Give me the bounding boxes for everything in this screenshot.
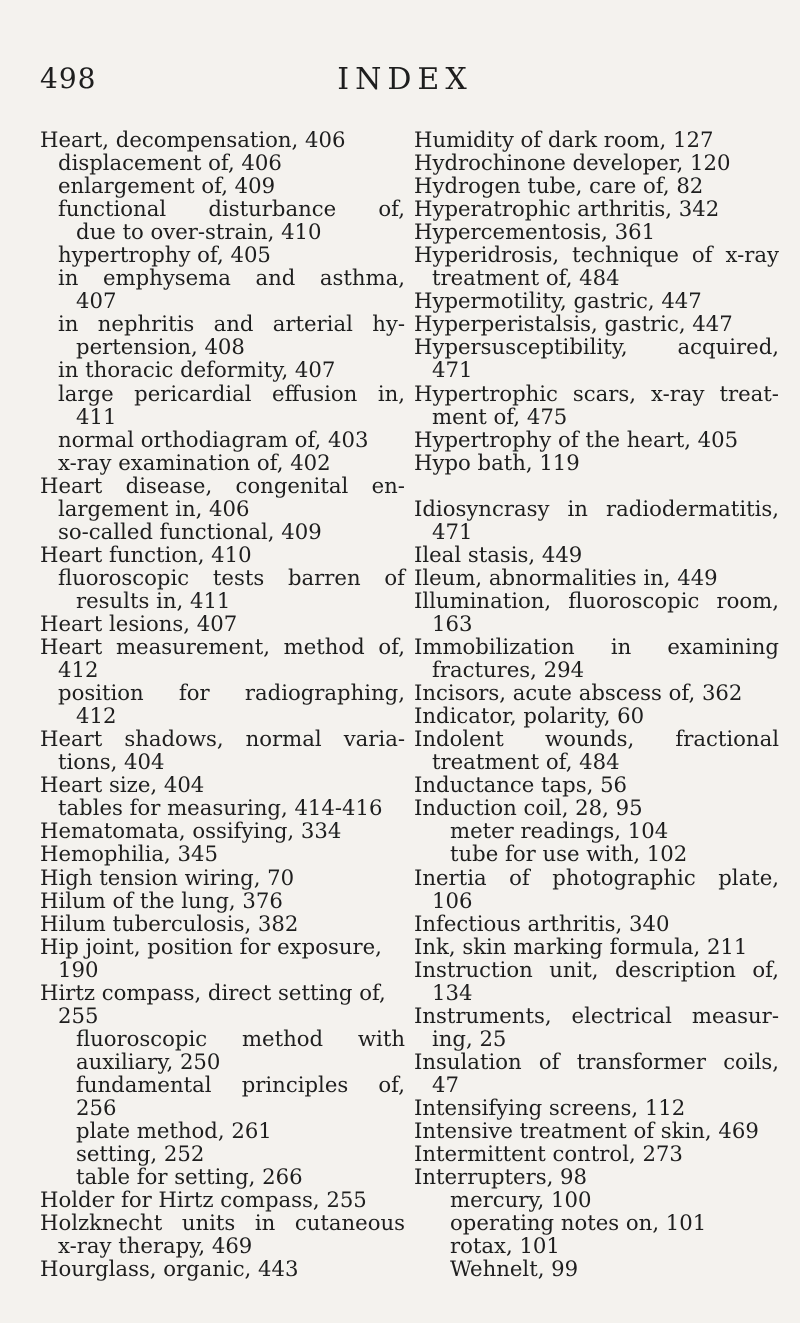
index-line: 412: [76, 703, 117, 729]
index-line: tables for measuring, 414-416: [58, 795, 383, 821]
index-line: 255: [58, 1002, 99, 1028]
left-index-column: [40, 128, 405, 1280]
index-line: x-ray examination of, 402: [58, 449, 331, 475]
index-line: Ink, skin marking formula, 211: [414, 933, 748, 959]
index-line: Hilum of the lung, 376: [40, 887, 283, 913]
index-line: 47: [432, 1071, 459, 1097]
index-line: Hirtz compass, direct setting of,: [40, 979, 386, 1005]
index-line: Hydrogen tube, care of, 82: [414, 173, 704, 199]
index-line: large pericardial effusion in,: [58, 380, 405, 406]
index-line: 471: [432, 357, 473, 383]
index-line: Inductance taps, 56: [414, 772, 628, 798]
index-line: High tension wiring, 70: [40, 864, 295, 890]
index-line: setting, 252: [76, 1141, 205, 1167]
index-line: 106: [432, 887, 473, 913]
index-line: due to over-strain, 410: [76, 219, 322, 245]
index-line: meter readings, 104: [450, 818, 669, 844]
index-line: Instruments, electrical measur-: [414, 1002, 779, 1028]
index-line: Ileal stasis, 449: [414, 541, 583, 567]
index-line: Incisors, acute abscess of, 362: [414, 680, 743, 706]
index-line: x-ray therapy, 469: [58, 1233, 253, 1259]
index-line: tube for use with, 102: [450, 841, 688, 867]
index-line: Illumination, fluoroscopic room,: [414, 587, 779, 613]
index-line: Indolent wounds, fractional: [414, 726, 779, 752]
index-line: 134: [432, 979, 473, 1005]
index-line: 190: [58, 956, 99, 982]
index-line: 411: [76, 403, 117, 429]
index-line: rotax, 101: [450, 1233, 560, 1259]
index-line: results in, 411: [76, 587, 231, 613]
index-line: Intensive treatment of skin, 469: [414, 1118, 759, 1144]
index-line: Inertia of photographic plate,: [414, 864, 779, 890]
index-line: 256: [76, 1094, 117, 1120]
index-line: Hypermotility, gastric, 447: [414, 288, 702, 314]
index-line: Immobilization in examining: [414, 634, 779, 660]
index-line: Hyperidrosis, technique of x-ray: [414, 242, 779, 268]
index-line: Intensifying screens, 112: [414, 1094, 686, 1120]
index-line: Humidity of dark room, 127: [414, 127, 714, 152]
index-line: hypertrophy of, 405: [58, 242, 271, 268]
index-line: Heart size, 404: [40, 772, 205, 798]
index-line: fundamental principles of,: [76, 1071, 405, 1097]
index-line: Hyperperistalsis, gastric, 447: [414, 311, 733, 337]
index-line: Hourglass, organic, 443: [40, 1256, 299, 1282]
index-line: treatment of, 484: [432, 265, 620, 291]
index-line: tions, 404: [58, 749, 165, 775]
index-line: Hydrochinone developer, 120: [414, 150, 731, 176]
index-line: in emphysema and asthma,: [58, 265, 405, 291]
index-line: mercury, 100: [450, 1187, 592, 1213]
index-line: so-called functional, 409: [58, 518, 322, 544]
index-line: Indicator, polarity, 60: [414, 703, 645, 729]
index-line: Hematomata, ossifying, 334: [40, 818, 342, 844]
index-line: fluoroscopic tests barren of: [58, 564, 405, 590]
index-line: Induction coil, 28, 95: [414, 795, 643, 821]
index-line: normal orthodiagram of, 403: [58, 426, 369, 452]
index-line: Ileum, abnormalities in, 449: [414, 564, 718, 590]
index-line: ing, 25: [432, 1025, 507, 1051]
index-line: Hypertrophic scars, x-ray treat-: [414, 380, 779, 406]
right-index-column: [414, 128, 779, 1280]
index-line: pertension, 408: [76, 334, 245, 360]
index-line: Heart measurement, method of,: [40, 634, 405, 660]
index-line: Idiosyncrasy in radiodermatitis,: [414, 495, 779, 521]
index-line: plate method, 261: [76, 1118, 272, 1144]
index-line: table for setting, 266: [76, 1164, 303, 1190]
entry-group-gap: [414, 474, 779, 497]
index-line: in thoracic deformity, 407: [58, 357, 336, 383]
index-line: Hip joint, position for exposure,: [40, 933, 382, 959]
index-line: Interrupters, 98: [414, 1164, 588, 1190]
index-line: operating notes on, 101: [450, 1210, 707, 1236]
index-line: position for radiographing,: [58, 680, 405, 706]
index-line: treatment of, 484: [432, 749, 620, 775]
index-line: Hypertrophy of the heart, 405: [414, 426, 739, 452]
index-line: Heart lesions, 407: [40, 610, 238, 636]
index-line: Hypercementosis, 361: [414, 219, 656, 245]
page-title: INDEX: [337, 62, 473, 97]
index-line: Instruction unit, description of,: [414, 956, 779, 982]
index-line: 407: [76, 288, 117, 314]
index-line: ment of, 475: [432, 403, 568, 429]
index-line: Holzknecht units in cutaneous: [40, 1210, 405, 1236]
index-line: in nephritis and arterial hy-: [58, 311, 405, 337]
index-line: Intermittent control, 273: [414, 1141, 683, 1167]
index-line: Heart shadows, normal varia-: [40, 726, 405, 752]
index-line: Hyperatrophic arthritis, 342: [414, 196, 720, 222]
index-line: Holder for Hirtz compass, 255: [40, 1187, 367, 1213]
index-line: Hypersusceptibility, acquired,: [414, 334, 779, 360]
page-header: [40, 62, 770, 102]
index-line: Infectious arthritis, 340: [414, 910, 670, 936]
index-line: 163: [432, 610, 473, 636]
index-line: 471: [432, 518, 473, 544]
index-line: auxiliary, 250: [76, 1048, 221, 1074]
index-line: enlargement of, 409: [58, 173, 276, 199]
page-number: 498: [40, 62, 97, 95]
index-line: Hilum tuberculosis, 382: [40, 910, 299, 936]
index-line: 412: [58, 657, 99, 683]
index-line: functional disturbance of,: [58, 196, 405, 222]
index-line: Insulation of transformer coils,: [414, 1048, 779, 1074]
index-line: fluoroscopic method with: [76, 1025, 405, 1051]
index-line: Hypo bath, 119: [414, 449, 580, 475]
index-line: Wehnelt, 99: [450, 1256, 579, 1282]
index-line: fractures, 294: [432, 657, 585, 683]
index-line: Heart, decompensation, 406: [40, 127, 346, 152]
index-line: displacement of, 406: [58, 150, 282, 176]
index-line: Heart disease, congenital en-: [40, 472, 405, 498]
index-line: Hemophilia, 345: [40, 841, 218, 867]
index-line: Heart function, 410: [40, 541, 252, 567]
index-line: largement in, 406: [58, 495, 250, 521]
